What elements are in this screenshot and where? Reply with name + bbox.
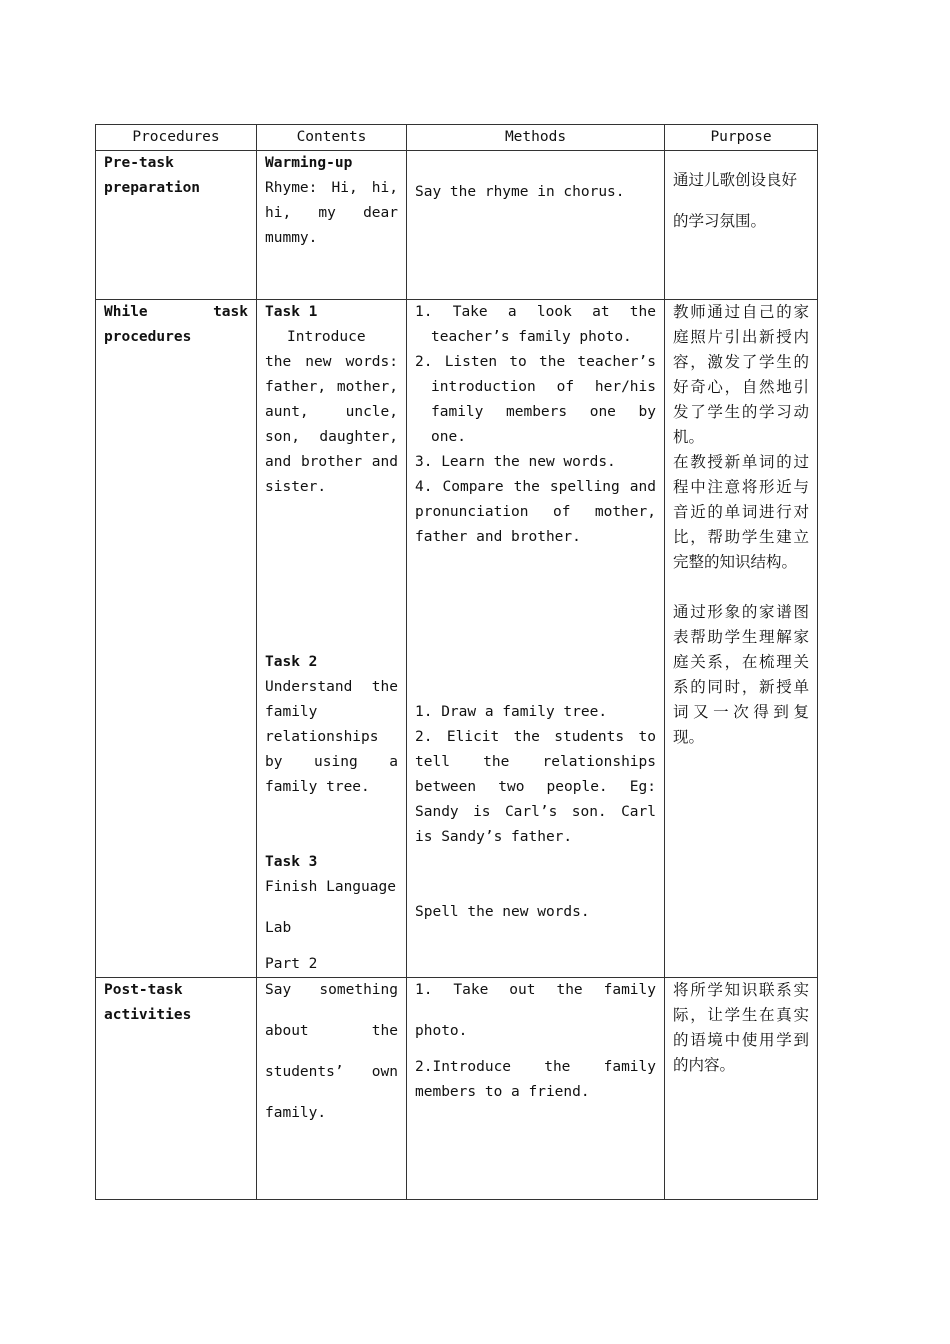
task3-title: Task 3 xyxy=(265,854,318,870)
header-contents: Contents xyxy=(257,125,407,151)
header-procedures: Procedures xyxy=(96,125,257,151)
while-task-label-2: procedures xyxy=(104,329,192,345)
while-task-row xyxy=(96,300,818,978)
method-3: 3. Learn the new words. xyxy=(415,454,616,470)
header-methods: Methods xyxy=(407,125,665,151)
post-method-1: 1. Take out the family xyxy=(415,982,656,998)
warming-up-title: Warming-up xyxy=(265,155,353,171)
pre-task-purpose-1: 通过儿歌创设良好 xyxy=(673,171,798,189)
task1-text: Introduce the new words: father, mother, aunt, uncle, son, daughter, and brother and sister. xyxy=(265,329,398,495)
purpose-3: 通过形象的家谱图表帮助学生理解家庭关系，在梳理关系的同时，新授单词又一次得到复现。 xyxy=(673,603,809,746)
warming-up-text: Rhyme: Hi, hi, hi, my dear mummy. xyxy=(265,180,398,246)
method-7: Spell the new words. xyxy=(415,904,590,920)
pre-task-label-1: Pre-task xyxy=(104,155,174,171)
task3-line-1: Finish Language xyxy=(265,879,396,895)
while-task-contents xyxy=(257,300,407,978)
post-task-purpose xyxy=(665,978,818,1200)
pre-task-row xyxy=(96,151,818,300)
method-1: 1. Take a look at the teacher’s family photo. xyxy=(415,304,656,345)
post-contents-1: Say something xyxy=(265,982,398,998)
method-2: 2. Listen to the teacher’s introduction of her/his family members one by one. xyxy=(415,354,656,445)
post-method-3: 2.Introduce the family members to a friend. xyxy=(415,1059,656,1100)
post-task-row xyxy=(96,978,818,1200)
while-task-purpose xyxy=(665,300,818,978)
purpose-1: 教师通过自己的家庭照片引出新授内容，激发了学生的好奇心，自然地引发了学生的学习动机。 xyxy=(673,303,809,446)
header-purpose: Purpose xyxy=(665,125,818,151)
method-5: 1. Draw a family tree. xyxy=(415,704,608,720)
pre-task-purpose xyxy=(665,151,818,300)
post-method-2: photo. xyxy=(415,1023,468,1039)
method-4: 4. Compare the spelling and pronunciation of mother, father and brother. xyxy=(415,479,656,545)
while-task-label-1 xyxy=(104,300,248,325)
task3-line-3: Part 2 xyxy=(265,956,318,972)
while-task-procedure xyxy=(96,300,257,978)
purpose-2: 在教授新单词的过程中注意将形近与音近的单词进行对比，帮助学生建立完整的知识结构。 xyxy=(673,453,809,571)
pre-task-label-2: preparation xyxy=(104,180,201,196)
lesson-plan-table xyxy=(95,124,818,1200)
task1-title: Task 1 xyxy=(265,304,318,320)
while-word: While xyxy=(104,304,148,320)
post-task-methods xyxy=(407,978,665,1200)
task-word: task xyxy=(213,304,248,320)
post-task-contents xyxy=(257,978,407,1200)
task2-text: Understand the family relationships by using a family tree. xyxy=(265,679,398,795)
post-contents-3: students’ own xyxy=(265,1064,398,1080)
while-task-methods xyxy=(407,300,665,978)
pre-task-method-text: Say the rhyme in chorus. xyxy=(415,184,625,200)
method-6: 2. Elicit the students to tell the relationships between two people. Eg: Sandy is Carl’s son. Carl is Sandy’s father. xyxy=(415,729,656,845)
post-task-label-2: activities xyxy=(104,1007,192,1023)
post-purpose: 将所学知识联系实际，让学生在真实的语境中使用学到的内容。 xyxy=(673,981,809,1074)
pre-task-purpose-2: 的学习氛围。 xyxy=(673,212,767,230)
post-contents-2: about the xyxy=(265,1023,398,1039)
pre-task-contents xyxy=(257,151,407,300)
pre-task-procedure xyxy=(96,151,257,300)
task2-title: Task 2 xyxy=(265,654,318,670)
post-contents-4: family. xyxy=(265,1105,327,1121)
task3-line-2: Lab xyxy=(265,920,292,936)
post-task-label-1: Post-task xyxy=(104,982,183,998)
post-task-procedure xyxy=(96,978,257,1200)
header-row xyxy=(96,125,818,151)
pre-task-methods xyxy=(407,151,665,300)
